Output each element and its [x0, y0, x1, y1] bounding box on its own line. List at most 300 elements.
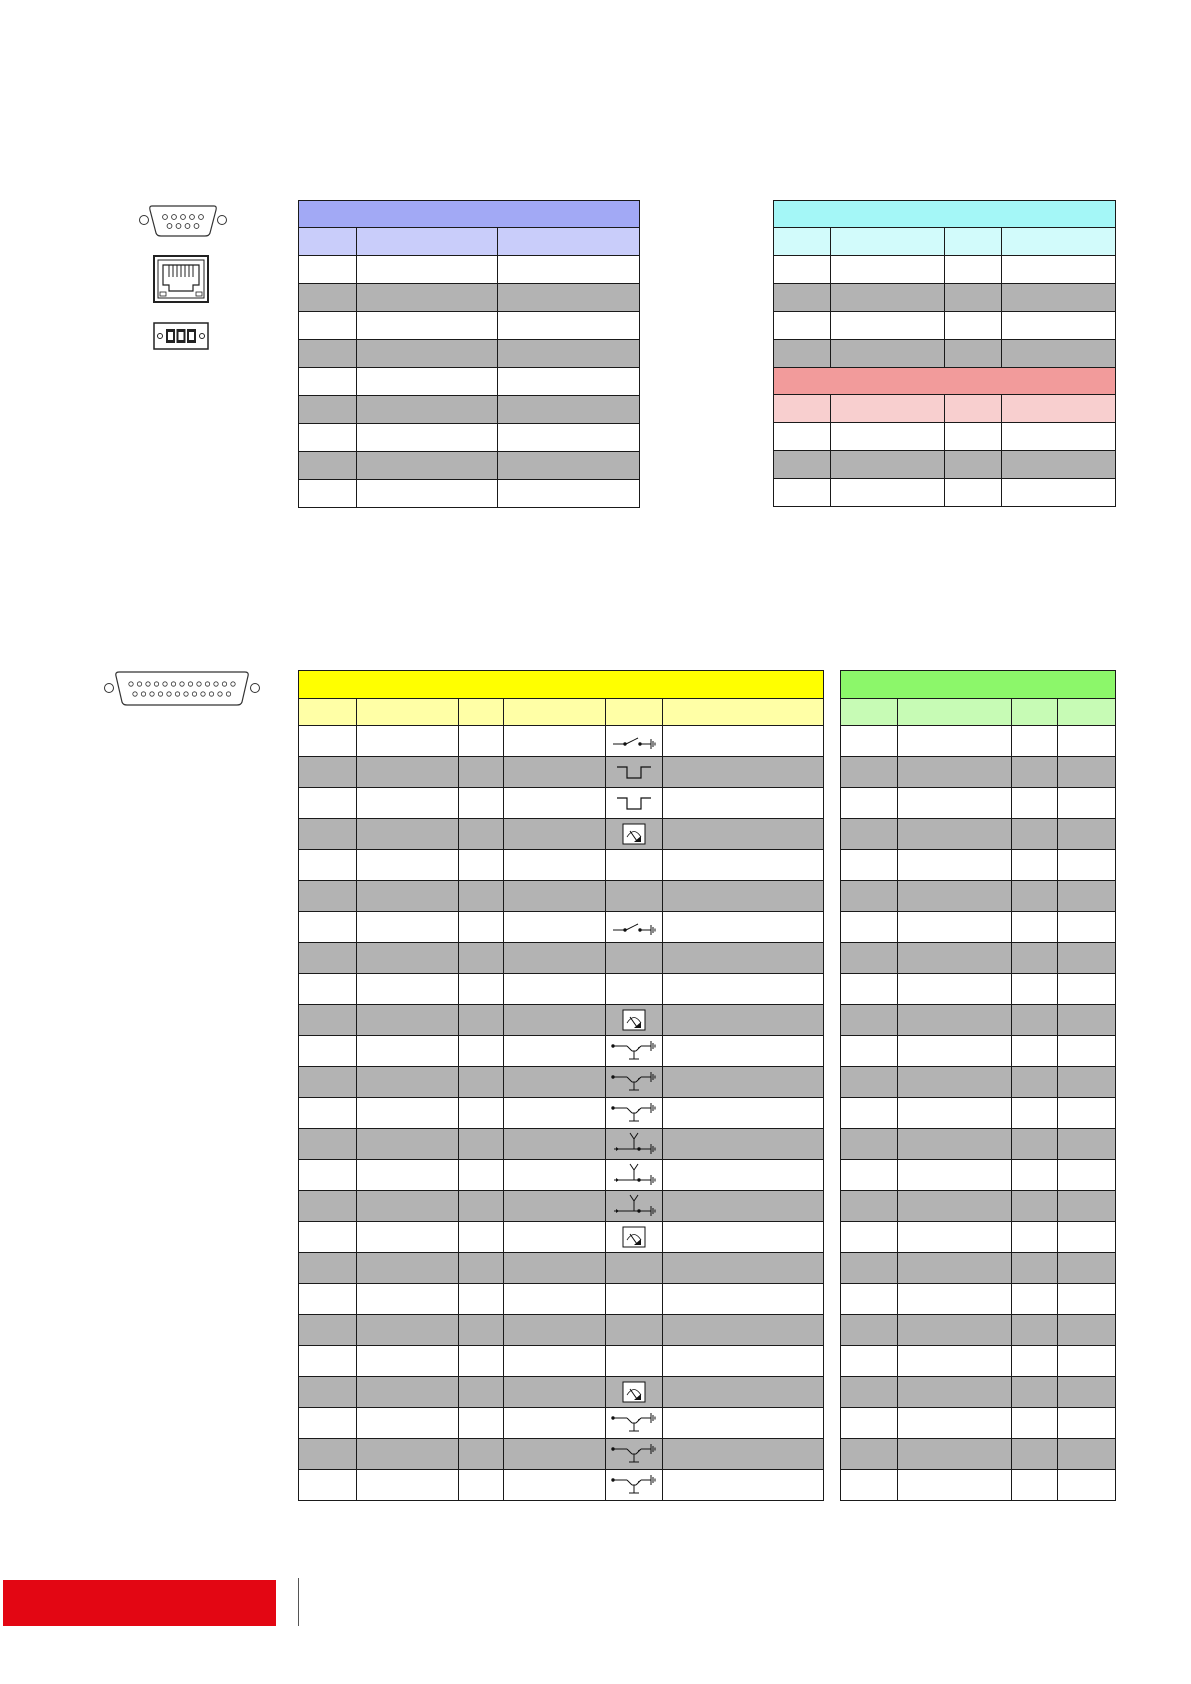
symbol-cell: [606, 1439, 663, 1470]
table-cell: [1012, 1036, 1058, 1067]
table-cell: [357, 974, 459, 1005]
connector-pin: [231, 682, 235, 686]
table-row: [299, 1253, 824, 1284]
table-cell: [357, 256, 498, 284]
table-cell: [1012, 788, 1058, 819]
table-cell: [459, 912, 504, 943]
table-cell: [504, 1036, 606, 1067]
table-cell: [1002, 423, 1116, 451]
table-cell: [945, 256, 1002, 284]
table-row: [299, 1439, 824, 1470]
table-row: [299, 452, 640, 480]
table-cell: [504, 1284, 606, 1315]
table-row: [299, 284, 640, 312]
table-cell: [831, 312, 945, 340]
table-cell: [898, 881, 1012, 912]
table-row: [299, 912, 824, 943]
table-cell: [663, 1408, 824, 1439]
table-cell: [357, 340, 498, 368]
table-cell: [1012, 1284, 1058, 1315]
table-row: [841, 881, 1116, 912]
table-cell: [774, 340, 831, 368]
table-cell: [357, 312, 498, 340]
connector-pin: [222, 682, 226, 686]
db25-connector-icon: [103, 668, 261, 708]
table-row: [299, 1377, 824, 1408]
table-cell: [299, 1377, 357, 1408]
table-cell: [299, 943, 357, 974]
table-cell: [299, 1191, 357, 1222]
connector-pin: [209, 692, 213, 696]
connector-pin: [188, 682, 192, 686]
table-cell: [357, 726, 459, 757]
rj45-jack-icon: [153, 255, 209, 303]
table-row: [841, 1377, 1116, 1408]
table-cell: [1058, 912, 1116, 943]
table-cell: [299, 424, 357, 452]
table-cell: [498, 452, 640, 480]
table-cell: [663, 1067, 824, 1098]
symbol-cell: [606, 1470, 663, 1501]
table-cell: [1012, 1005, 1058, 1036]
table-cell: [831, 256, 945, 284]
table-cell: [357, 1253, 459, 1284]
table-top-right: [773, 200, 1116, 507]
table-cell: [841, 1408, 898, 1439]
table-subheader-row: [299, 699, 824, 726]
table-row: [841, 1222, 1116, 1253]
table-cell: [1012, 1408, 1058, 1439]
connector-pin: [226, 692, 230, 696]
table-cell: [1012, 1191, 1058, 1222]
table-row: [841, 1284, 1116, 1315]
transistor-output-icon: [606, 1099, 662, 1127]
table-cell: [1058, 1036, 1116, 1067]
table-cell: [663, 1005, 824, 1036]
table-cell: [1012, 1315, 1058, 1346]
subheader-cell: [774, 395, 831, 423]
table-cell: [1058, 1067, 1116, 1098]
table-row: [299, 424, 640, 452]
table-cell: [774, 312, 831, 340]
table-cell: [504, 974, 606, 1005]
symbol-cell: [606, 1191, 663, 1222]
symbol-cell: [606, 1377, 663, 1408]
table-cell: [663, 881, 824, 912]
contact-switch-icon: [606, 730, 662, 752]
table-cell: [898, 1439, 1012, 1470]
table-row: [299, 757, 824, 788]
table-cell: [663, 1439, 824, 1470]
table-cell: [299, 819, 357, 850]
table-cell: [299, 788, 357, 819]
subheader-cell: [945, 395, 1002, 423]
subheader-cell: [831, 228, 945, 256]
subheader-cell: [774, 228, 831, 256]
table-cell: [1012, 974, 1058, 1005]
table-cell: [459, 1129, 504, 1160]
table-cell: [945, 284, 1002, 312]
table-cell: [504, 1315, 606, 1346]
table-cell: [357, 1005, 459, 1036]
connector-pin: [218, 692, 222, 696]
symbol-cell: [606, 1098, 663, 1129]
table-title-row: [299, 671, 824, 699]
table-cell: [299, 480, 357, 508]
subheader-cell: [459, 699, 504, 726]
table-cell: [498, 480, 640, 508]
table-row: [299, 340, 640, 368]
table-cell: [299, 1470, 357, 1501]
table-cell: [357, 1067, 459, 1098]
table-cell: [898, 1222, 1012, 1253]
table-cell: [504, 1439, 606, 1470]
table-row: [841, 912, 1116, 943]
table-cell: [357, 1129, 459, 1160]
table-cell: [459, 757, 504, 788]
table-cell: [357, 452, 498, 480]
table-cell: [663, 726, 824, 757]
table-cell: [299, 452, 357, 480]
table-cell: [357, 1160, 459, 1191]
table-cell: [663, 1315, 824, 1346]
table-subheader-row: [774, 395, 1116, 423]
table-cell: [831, 284, 945, 312]
table-cell: [945, 423, 1002, 451]
table-cell: [1058, 1408, 1116, 1439]
table-cell: [357, 943, 459, 974]
footer-red-bar: [3, 1580, 276, 1626]
table-row: [299, 1129, 824, 1160]
table-row: [299, 1191, 824, 1222]
symbol-cell: [606, 788, 663, 819]
table-row: [774, 479, 1116, 507]
connector-pin: [171, 682, 175, 686]
table-cell: [663, 1160, 824, 1191]
table-cell: [898, 1470, 1012, 1501]
table-cell: [459, 974, 504, 1005]
table-cell: [498, 424, 640, 452]
connector-pin: [163, 682, 167, 686]
table-cell: [299, 1253, 357, 1284]
table-cell: [1012, 1439, 1058, 1470]
table-cell: [357, 1408, 459, 1439]
table-cell: [459, 1470, 504, 1501]
table-cell: [945, 312, 1002, 340]
table-cell: [504, 1160, 606, 1191]
table-row: [841, 1408, 1116, 1439]
table-cell: [357, 1470, 459, 1501]
table-cell: [357, 1377, 459, 1408]
table-title-row: [841, 671, 1116, 699]
table-cell: [1002, 451, 1116, 479]
table-cell: [1058, 850, 1116, 881]
table-cell: [841, 912, 898, 943]
subheader-cell: [1058, 699, 1116, 726]
symbol-cell: [606, 974, 663, 1005]
symbol-cell: [606, 726, 663, 757]
table-cell: [504, 1098, 606, 1129]
table-cell: [357, 1036, 459, 1067]
table-cell: [841, 1284, 898, 1315]
table-cell: [1012, 850, 1058, 881]
table-cell: [663, 1222, 824, 1253]
transistor-input-icon: [606, 1161, 662, 1189]
table-row: [299, 1470, 824, 1501]
table-cell: [504, 788, 606, 819]
table-cell: [498, 368, 640, 396]
table-cell: [1058, 1315, 1116, 1346]
symbol-cell: [606, 819, 663, 850]
table-cell: [898, 1129, 1012, 1160]
table-cell: [1012, 819, 1058, 850]
table-row: [299, 850, 824, 881]
table-cell: [299, 396, 357, 424]
subheader-cell: [663, 699, 824, 726]
table-cell: [357, 424, 498, 452]
subheader-cell: [357, 699, 459, 726]
symbol-cell: [606, 1005, 663, 1036]
table-row: [299, 788, 824, 819]
table-row: [841, 1036, 1116, 1067]
table-cell: [1058, 1253, 1116, 1284]
table-cell: [357, 819, 459, 850]
table-row: [299, 1098, 824, 1129]
connector-pin: [175, 692, 179, 696]
transistor-input-icon: [606, 1192, 662, 1220]
table-row: [841, 1098, 1116, 1129]
transistor-output-icon: [606, 1068, 662, 1096]
header-cell: [299, 671, 824, 699]
table-cell: [357, 1191, 459, 1222]
table-cell: [841, 788, 898, 819]
table-row: [774, 451, 1116, 479]
table-cell: [459, 1191, 504, 1222]
table-cell: [504, 943, 606, 974]
table-cell: [459, 1346, 504, 1377]
table-cell: [663, 1253, 824, 1284]
table-cell: [504, 850, 606, 881]
table-cell: [1058, 1470, 1116, 1501]
three-pin-terminal-icon: [153, 322, 209, 350]
table-cell: [1058, 1222, 1116, 1253]
table-cell: [1002, 312, 1116, 340]
connector-pin: [137, 682, 141, 686]
table-cell: [459, 726, 504, 757]
table-cell: [841, 1439, 898, 1470]
table-cell: [774, 256, 831, 284]
table-row: [299, 726, 824, 757]
symbol-cell: [606, 943, 663, 974]
table-cell: [459, 1098, 504, 1129]
table-cell: [1058, 1284, 1116, 1315]
table-row: [299, 1408, 824, 1439]
table-cell: [945, 340, 1002, 368]
table-cell: [357, 1222, 459, 1253]
table-cell: [299, 726, 357, 757]
subheader-cell: [831, 395, 945, 423]
table-row: [841, 819, 1116, 850]
table-cell: [898, 1036, 1012, 1067]
table-row: [841, 788, 1116, 819]
table-cell: [299, 881, 357, 912]
table-cell: [459, 850, 504, 881]
db9-connector-icon: [138, 200, 228, 240]
symbol-cell: [606, 1253, 663, 1284]
table-cell: [357, 480, 498, 508]
table-cell: [459, 788, 504, 819]
table-cell: [898, 757, 1012, 788]
table-cell: [898, 726, 1012, 757]
table-cell: [299, 1098, 357, 1129]
connector-pin: [192, 692, 196, 696]
connector-pin: [150, 692, 154, 696]
table-cell: [498, 312, 640, 340]
table-cell: [299, 850, 357, 881]
table-cell: [841, 974, 898, 1005]
table-cell: [1002, 479, 1116, 507]
table-cell: [299, 284, 357, 312]
table-cell: [1058, 974, 1116, 1005]
table-cell: [299, 340, 357, 368]
table-cell: [299, 1346, 357, 1377]
table-cell: [898, 788, 1012, 819]
table-cell: [299, 1005, 357, 1036]
table-cell: [1012, 912, 1058, 943]
table-cell: [898, 1408, 1012, 1439]
table-cell: [504, 1067, 606, 1098]
table-cell: [299, 1036, 357, 1067]
table-row: [841, 1160, 1116, 1191]
subheader-cell: [606, 699, 663, 726]
table-cell: [1012, 1160, 1058, 1191]
table-cell: [1058, 1098, 1116, 1129]
table-row: [299, 1005, 824, 1036]
table-cell: [504, 1253, 606, 1284]
table-cell: [841, 1129, 898, 1160]
table-cell: [299, 757, 357, 788]
subheader-cell: [299, 228, 357, 256]
table-cell: [841, 1098, 898, 1129]
table-cell: [663, 974, 824, 1005]
table-row: [299, 1284, 824, 1315]
table-cell: [1058, 726, 1116, 757]
table-cell: [898, 943, 1012, 974]
subheader-cell: [1012, 699, 1058, 726]
table-cell: [1058, 819, 1116, 850]
table-cell: [504, 1129, 606, 1160]
table-cell: [504, 1346, 606, 1377]
connector-pin: [214, 682, 218, 686]
subheader-cell: [1002, 228, 1116, 256]
table-cell: [898, 1098, 1012, 1129]
header-cell: [774, 201, 1116, 228]
table-cell: [459, 1439, 504, 1470]
table-cell: [1058, 1005, 1116, 1036]
connector-pin: [205, 682, 209, 686]
table-cell: [498, 396, 640, 424]
table-row: [841, 943, 1116, 974]
table-cell: [498, 284, 640, 312]
table-cell: [831, 451, 945, 479]
table-cell: [1002, 256, 1116, 284]
table-subheader-row: [299, 228, 640, 256]
pulse-signal-icon: [606, 761, 662, 783]
meter-icon: [606, 1380, 662, 1404]
transistor-output-icon: [606, 1471, 662, 1499]
table-cell: [831, 340, 945, 368]
symbol-cell: [606, 1036, 663, 1067]
table-title-row: [774, 201, 1116, 228]
table-row: [299, 312, 640, 340]
symbol-cell: [606, 1160, 663, 1191]
table-cell: [299, 368, 357, 396]
table-cell: [1058, 788, 1116, 819]
table-row: [841, 1253, 1116, 1284]
table-cell: [357, 881, 459, 912]
table-cell: [1002, 284, 1116, 312]
connector-pin: [167, 692, 171, 696]
table-cell: [1058, 1346, 1116, 1377]
table-row: [299, 1036, 824, 1067]
table-cell: [1012, 1253, 1058, 1284]
symbol-cell: [606, 1408, 663, 1439]
subheader-cell: [504, 699, 606, 726]
table-cell: [898, 819, 1012, 850]
table-cell: [663, 912, 824, 943]
table-cell: [357, 1439, 459, 1470]
table-cell: [841, 1315, 898, 1346]
table-cell: [898, 1160, 1012, 1191]
table-cell: [1058, 943, 1116, 974]
table-cell: [1058, 1129, 1116, 1160]
connector-pin: [197, 682, 201, 686]
table-row: [774, 340, 1116, 368]
table-cell: [357, 396, 498, 424]
table-cell: [299, 912, 357, 943]
symbol-cell: [606, 1222, 663, 1253]
table-row: [774, 284, 1116, 312]
table-cell: [898, 850, 1012, 881]
table-cell: [357, 850, 459, 881]
table-cell: [459, 943, 504, 974]
table-cell: [357, 1098, 459, 1129]
table-cell: [663, 1346, 824, 1377]
table-bottom-left: [298, 670, 824, 1501]
table-cell: [299, 1067, 357, 1098]
table-cell: [841, 1377, 898, 1408]
table-row: [774, 423, 1116, 451]
table-cell: [498, 340, 640, 368]
table-row: [841, 757, 1116, 788]
table-cell: [459, 1036, 504, 1067]
table-cell: [299, 256, 357, 284]
table-cell: [459, 1005, 504, 1036]
table-cell: [498, 256, 640, 284]
table-cell: [841, 1036, 898, 1067]
connector-pin: [154, 682, 158, 686]
table-cell: [1012, 943, 1058, 974]
table-cell: [1058, 757, 1116, 788]
table-cell: [504, 757, 606, 788]
table-cell: [1058, 881, 1116, 912]
table-cell: [841, 943, 898, 974]
table-cell: [841, 850, 898, 881]
header-cell: [841, 671, 1116, 699]
table-cell: [504, 1005, 606, 1036]
table-cell: [459, 881, 504, 912]
table-cell: [1012, 881, 1058, 912]
